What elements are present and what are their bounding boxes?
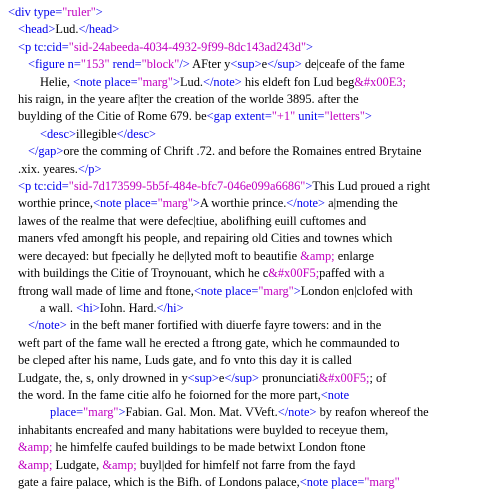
xml-attribute-value: "letters" — [324, 109, 365, 124]
source-line — [0, 126, 494, 143]
xml-text: illegible — [76, 126, 117, 141]
xml-attribute-value: "block" — [141, 57, 180, 72]
xml-text: London en|clofed with — [300, 283, 413, 298]
xml-tag: /> — [179, 57, 190, 72]
xml-text: ore the comming of Chrift .72. and before the Romaines entred Brytaine — [63, 144, 422, 159]
xml-entity: &amp; — [300, 248, 335, 263]
xml-tag: <hi> — [76, 300, 100, 315]
xml-tag: <note — [193, 283, 226, 298]
xml-tag: </head> — [78, 22, 120, 37]
xml-tag: <figure — [28, 57, 68, 72]
xml-tag: </note> — [286, 196, 326, 211]
source-line — [0, 230, 494, 247]
xml-tag: <head> — [18, 22, 56, 37]
xml-attribute-name: place= — [104, 74, 138, 89]
xml-tag: </note> — [203, 74, 242, 89]
xml-entity: &#x00E3; — [354, 74, 406, 89]
xml-text: his raign, in the yeare af|ter the creation of the worlde 3895. after the — [18, 92, 359, 107]
xml-attribute-name: place= — [50, 405, 84, 420]
source-line — [0, 439, 494, 456]
source-line — [0, 195, 494, 212]
source-line — [0, 387, 494, 404]
xml-attribute-name: type= — [33, 5, 63, 19]
xml-tag: </hi> — [156, 300, 184, 315]
source-line — [0, 283, 494, 300]
xml-tag: > — [95, 5, 103, 19]
xml-attribute-value: "marg" — [364, 474, 400, 489]
xml-text: worthie prince, — [18, 196, 94, 211]
source-line — [0, 404, 494, 421]
xml-text: by reafon whereof the — [316, 405, 429, 420]
source-line — [0, 39, 494, 56]
xml-tag: <note — [73, 74, 105, 89]
xml-text: a|mending the — [325, 196, 398, 211]
xml-text: Ludgate, — [52, 457, 103, 472]
xml-tag: </gap> — [28, 144, 64, 159]
xml-entity: &amp; — [102, 457, 137, 472]
xml-text: gate a faire palace, which is the Bifh. of Londons palace, — [18, 474, 300, 489]
xml-text: Ludgate, the, s, only drowned in y — [18, 370, 188, 385]
xml-tag: </desc> — [116, 126, 157, 141]
xml-attribute-value: "marg" — [137, 74, 173, 89]
xml-attribute-name: place= — [124, 196, 158, 211]
xml-entity: &amp; — [18, 457, 53, 472]
xml-text: be cleped after his name, Luds gate, and fo vnto this day it is called — [18, 353, 352, 368]
xml-text: This Lud proued a right — [312, 179, 431, 194]
xml-entity: &amp; — [18, 440, 53, 455]
xml-tag: <note — [299, 474, 332, 489]
xml-text: maners vfed amongft his people, and repairing old Cities and townes which — [18, 231, 393, 246]
xml-text: .xix. yeares. — [18, 161, 78, 176]
source-line — [0, 248, 494, 265]
source-line — [0, 370, 494, 387]
xml-tag: <desc> — [40, 126, 76, 141]
source-line — [0, 335, 494, 352]
xml-attribute-name: rend= — [109, 57, 142, 72]
xml-text: Fabian. Gal. Mon. Mat. VVeft. — [125, 405, 278, 420]
xml-entity: &#x00F5; — [318, 370, 370, 385]
source-line — [0, 265, 494, 282]
xml-text: buylding of the Citie of Rome 679. be — [18, 109, 207, 124]
xml-tag: </note> — [28, 318, 67, 333]
source-line — [0, 422, 494, 439]
xml-tag: <div — [8, 5, 34, 19]
xml-tag: <note — [93, 196, 125, 211]
xml-attribute-value: "sid-24abeeda-4034-4932-9f99-8dc143ad243d" — [68, 39, 307, 54]
source-line — [0, 143, 494, 160]
xml-tag: <gap — [206, 109, 235, 124]
xml-text: ftrong wall made of lime and ftone, — [18, 283, 194, 298]
xml-attribute-name: tc:cid= — [34, 179, 69, 194]
xml-attribute-name: extent= — [234, 109, 272, 124]
xml-tag: <p — [18, 39, 35, 54]
xml-text: weft part of the fame wall he erected a ftrong gate, which he commaunded to — [18, 335, 400, 350]
xml-text: pronunciati — [259, 370, 319, 385]
source-line — [0, 74, 494, 91]
xml-tag: > — [364, 109, 372, 124]
xml-text: Helie, — [40, 74, 74, 89]
xml-tag: <note — [320, 387, 350, 402]
source-line — [0, 21, 494, 38]
xml-text: his eldeft fon Lud beg — [241, 74, 355, 89]
xml-tag: > — [118, 405, 126, 420]
xml-text: e — [218, 370, 225, 385]
xml-tag: > — [293, 283, 301, 298]
xml-tag: > — [306, 39, 314, 54]
xml-text: Iohn. Hard. — [99, 300, 157, 315]
source-line — [0, 161, 494, 178]
xml-attribute-value: "ruler" — [62, 5, 96, 19]
xml-attribute-value: "marg" — [258, 283, 294, 298]
xml-text: buyl|ded for himfelf not farre from the fayd — [136, 457, 356, 472]
xml-attribute-name: n= — [67, 57, 81, 72]
xml-text: Lud. — [55, 22, 79, 37]
source-line — [0, 91, 494, 108]
xml-attribute-value: "marg" — [83, 405, 119, 420]
xml-tag: </note> — [277, 405, 317, 420]
xml-text: in the beft maner fortified with diuerfe fayre towers: and in the — [66, 318, 382, 333]
xml-tag: > — [305, 179, 313, 194]
source-line — [0, 317, 494, 334]
xml-text: were decayed: but fpecially he de|lyted moft to beautifie — [18, 248, 301, 263]
xml-text: the word. In the fame citie alfo he foiorned for the more part, — [18, 387, 321, 402]
source-line — [0, 457, 494, 474]
xml-tag: <sup> — [230, 57, 262, 72]
xml-tag: </sup> — [267, 57, 302, 72]
xml-attribute-name: unit= — [295, 109, 325, 124]
xml-entity: &#x00F5; — [268, 266, 320, 281]
source-line — [0, 300, 494, 317]
xml-text: with buildings the Citie of Troynouant, which he c — [18, 266, 269, 281]
xml-tag: <sup> — [187, 370, 219, 385]
xml-text: de|ceafe of the fame — [301, 57, 405, 72]
xml-attribute-name: place= — [225, 283, 259, 298]
xml-text: AFter y — [189, 57, 231, 72]
source-line — [0, 4, 494, 21]
xml-text: paffed with a — [319, 266, 385, 281]
xml-attribute-value: "153" — [80, 57, 110, 72]
xml-tag: <p — [18, 179, 35, 194]
xml-tag: > — [192, 196, 200, 211]
xml-attribute-value: "marg" — [157, 196, 193, 211]
source-line — [0, 213, 494, 230]
xml-text: e — [261, 57, 268, 72]
source-line — [0, 108, 494, 125]
xml-tag: </p> — [77, 161, 102, 176]
xml-tag: > — [172, 74, 180, 89]
xml-text: lawes of the realme that were defec|tiue, abolifhing euill cuftomes and — [18, 213, 367, 228]
xml-text: enlarge — [334, 248, 374, 263]
xml-text: ; of — [369, 370, 387, 385]
xml-attribute-name: tc:cid= — [34, 39, 69, 54]
source-line — [0, 474, 494, 491]
xml-text: inhabitants encreafed and many habitations were buylded to receyue them, — [18, 422, 389, 437]
xml-attribute-value: "+1" — [271, 109, 296, 124]
source-line — [0, 178, 494, 195]
source-line — [0, 352, 494, 369]
xml-attribute-value: "sid-7d173599-5b5f-484e-bfc7-046e099a6686" — [68, 179, 306, 194]
xml-text: he himfelfe caufed buildings to be made betwixt London ftone — [52, 440, 366, 455]
source-line — [0, 56, 494, 73]
xml-tag: </sup> — [224, 370, 259, 385]
xml-text: a wall. — [40, 300, 77, 315]
xml-text: A worthie prince. — [199, 196, 287, 211]
xml-attribute-name: place= — [331, 474, 365, 489]
xml-text: Lud. — [179, 74, 203, 89]
